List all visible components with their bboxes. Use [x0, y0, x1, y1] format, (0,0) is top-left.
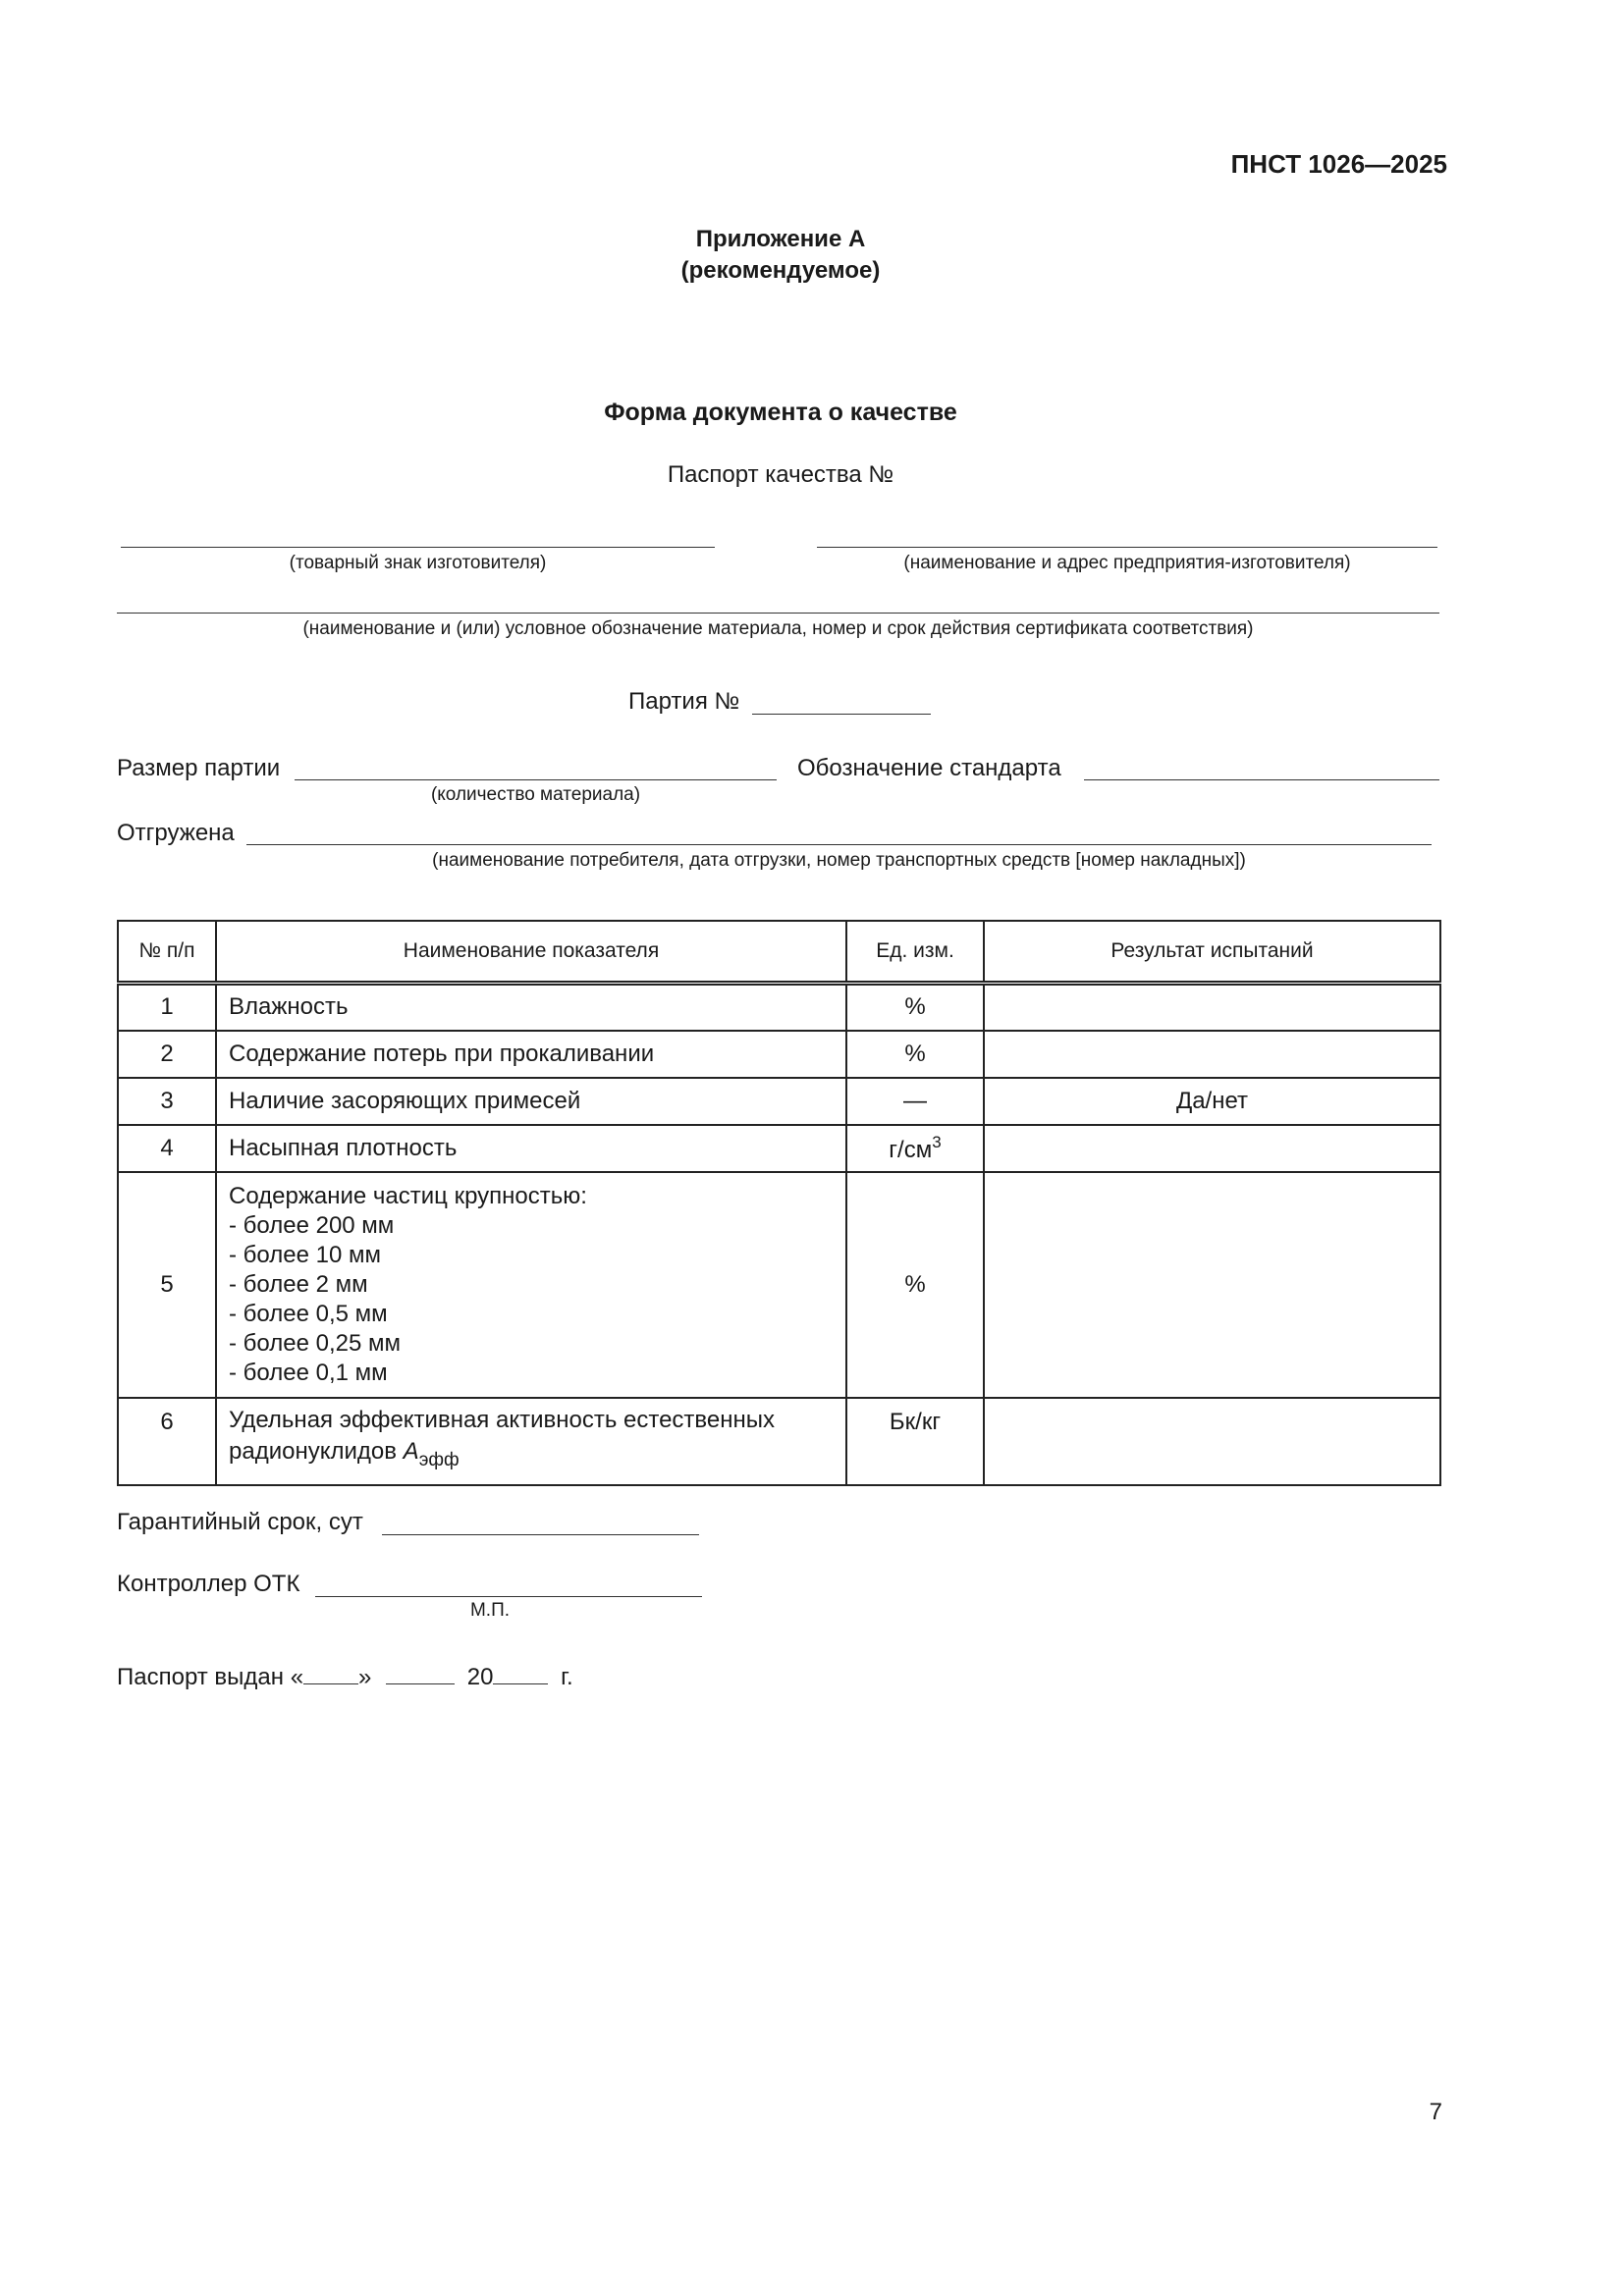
appendix-subtitle: (рекомендуемое)	[680, 257, 881, 284]
list-item: - более 0,5 мм	[229, 1300, 388, 1327]
material-line[interactable]	[117, 613, 1439, 614]
row-unit: %	[846, 1031, 984, 1078]
row-unit	[846, 1125, 984, 1172]
manufacturer-caption: (наименование и адрес предприятия-изготовителя)	[903, 553, 1351, 573]
document-code: ПНСТ 1026—2025	[1230, 149, 1447, 179]
table-header-row	[118, 921, 1440, 984]
header-unit: Ед. изм.	[846, 921, 984, 984]
row-unit: %	[846, 984, 984, 1031]
activity-symbol-subscript: эфф	[418, 1449, 460, 1470]
warranty-label: Гарантийный срок, сут	[117, 1509, 363, 1535]
shipped-caption: (наименование потребителя, дата отгрузки, номер транспортных средств [номер накладных])	[432, 850, 1246, 871]
passport-number-label: Паспорт качества №	[667, 461, 894, 488]
page-number: 7	[1429, 2099, 1442, 2125]
row-result[interactable]	[984, 1398, 1440, 1485]
row-name	[216, 1172, 846, 1398]
list-item: - более 200 мм	[229, 1211, 395, 1239]
standard-line[interactable]	[1084, 779, 1439, 780]
batch-size-caption: (количество материала)	[430, 784, 641, 805]
row-num: 2	[118, 1031, 216, 1078]
batch-number-label: Партия №	[628, 688, 740, 715]
trademark-line[interactable]	[121, 547, 715, 548]
row-result[interactable]: Да/нет	[984, 1078, 1440, 1125]
row-num: 6	[118, 1398, 216, 1485]
list-item: - более 0,25 мм	[229, 1329, 401, 1357]
row-num: 5	[118, 1172, 216, 1398]
inspector-signature-line[interactable]	[315, 1596, 702, 1597]
row-result[interactable]	[984, 1172, 1440, 1398]
issued-date	[117, 1664, 573, 1691]
activity-symbol: A	[403, 1437, 419, 1465]
row-name: Наличие засоряющих примесей	[216, 1078, 846, 1125]
warranty-line[interactable]	[382, 1534, 699, 1535]
batch-size-line[interactable]	[295, 779, 777, 780]
particle-size-list	[229, 1211, 834, 1388]
inspector-label: Контроллер ОТК	[117, 1571, 300, 1597]
table-row	[118, 1031, 1440, 1078]
header-result: Результат испытаний	[984, 921, 1440, 984]
manufacturer-line[interactable]	[817, 547, 1437, 548]
table-row	[118, 1078, 1440, 1125]
quality-table	[117, 920, 1441, 1486]
row-result[interactable]	[984, 1125, 1440, 1172]
table-row	[118, 1172, 1440, 1398]
row-name: Насыпная плотность	[216, 1125, 846, 1172]
list-item: - более 0,1 мм	[229, 1359, 388, 1386]
issued-suffix: г.	[561, 1664, 573, 1690]
standard-label: Обозначение стандарта	[797, 755, 1061, 781]
row-name: Влажность	[216, 984, 846, 1031]
trademark-caption: (товарный знак изготовителя)	[289, 553, 547, 573]
batch-number-line[interactable]	[752, 714, 931, 715]
shipped-line[interactable]	[246, 844, 1432, 845]
row-name: Содержание потерь при прокаливании	[216, 1031, 846, 1078]
activity-text: Удельная эффективная активность естественных радионуклидов	[229, 1406, 775, 1465]
table-row	[118, 1398, 1440, 1485]
unit-exponent: 3	[932, 1132, 942, 1151]
row-unit: %	[846, 1172, 984, 1398]
list-item: - более 10 мм	[229, 1241, 381, 1268]
header-num: № п/п	[118, 921, 216, 984]
row-num: 1	[118, 984, 216, 1031]
issued-year-prefix: 20	[466, 1664, 494, 1690]
stamp-label: М.П.	[469, 1600, 511, 1621]
row-num: 4	[118, 1125, 216, 1172]
unit-text: г/см	[889, 1136, 933, 1163]
row-result[interactable]	[984, 984, 1440, 1031]
shipped-label: Отгружена	[117, 820, 235, 846]
particle-size-heading: Содержание частиц крупностью:	[229, 1182, 587, 1209]
form-title: Форма документа о качестве	[604, 399, 957, 426]
list-item: - более 2 мм	[229, 1270, 368, 1298]
row-result[interactable]	[984, 1031, 1440, 1078]
appendix-title: Приложение А	[695, 226, 866, 252]
issued-year-line[interactable]	[493, 1664, 548, 1684]
row-num: 3	[118, 1078, 216, 1125]
row-name	[216, 1398, 846, 1485]
issued-quote-close: »	[358, 1664, 372, 1690]
issued-prefix: Паспорт выдан «	[117, 1664, 304, 1690]
issued-day-line[interactable]	[303, 1664, 358, 1684]
table-row	[118, 984, 1440, 1031]
row-unit: Бк/кг	[846, 1398, 984, 1485]
table-row	[118, 1125, 1440, 1172]
header-name: Наименование показателя	[216, 921, 846, 984]
batch-size-label: Размер партии	[117, 755, 281, 781]
material-caption: (наименование и (или) условное обозначение материала, номер и срок действия сертификата соответствия)	[302, 618, 1254, 639]
row-unit: —	[846, 1078, 984, 1125]
issued-month-line[interactable]	[386, 1664, 455, 1684]
